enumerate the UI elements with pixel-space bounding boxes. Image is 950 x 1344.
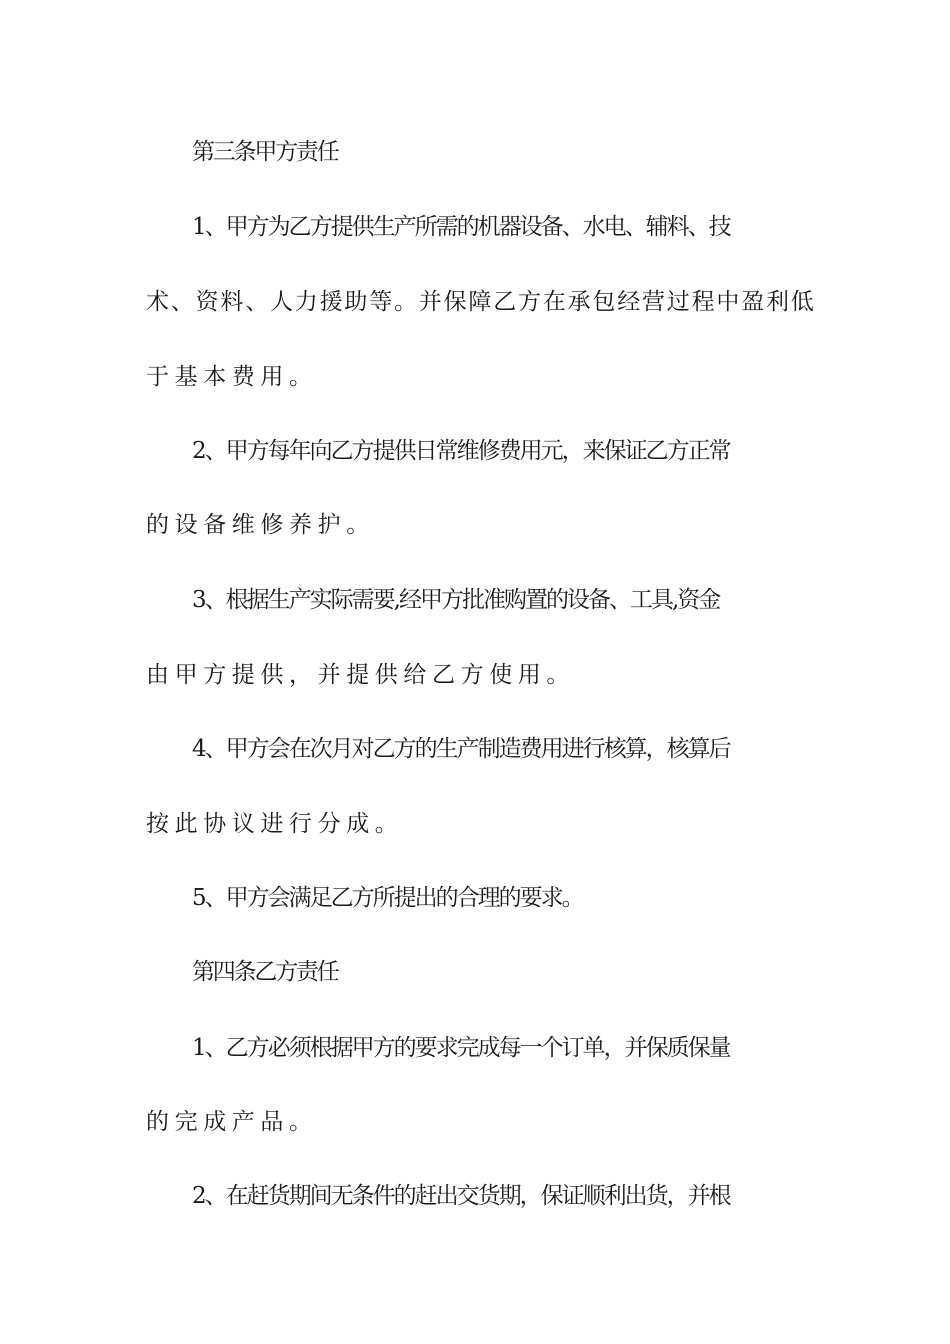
- paragraph-line: 3、根据生产实际需要,经甲方批准购置的设备、工具,资金: [192, 587, 720, 613]
- paragraph-line: 1、甲方为乙方提供生产所需的机器设备、水电、辅料、技: [192, 214, 730, 240]
- paragraph-line: 1、乙方必须根据甲方的要求完成每一个订单，并保质保量: [192, 1035, 730, 1061]
- paragraph-line: 2、在赶货期间无条件的赶出交货期，保证顺利出货，并根: [192, 1183, 730, 1209]
- paragraph-line: 5、甲方会满足乙方所提出的合理的要求。: [192, 885, 583, 911]
- section-heading: 第三条甲方责任: [192, 139, 338, 165]
- paragraph-line: 的设备维修养护。: [146, 512, 375, 538]
- paragraph-line: 4、甲方会在次月对乙方的生产制造费用进行核算，核算后: [192, 736, 730, 762]
- paragraph-line: 由甲方提供，并提供给乙方使用。: [146, 662, 575, 688]
- section-heading: 第四条乙方责任: [192, 959, 338, 985]
- paragraph-line: 的完成产品。: [146, 1109, 318, 1135]
- paragraph-line: 于基本费用。: [146, 364, 318, 390]
- paragraph-line: 术、资料、人力援助等。并保障乙方在承包经营过程中盈利低: [146, 289, 816, 315]
- paragraph-line: 按此协议进行分成。: [146, 811, 404, 837]
- paragraph-line: 2、甲方每年向乙方提供日常维修费用元，来保证乙方正常: [192, 438, 730, 464]
